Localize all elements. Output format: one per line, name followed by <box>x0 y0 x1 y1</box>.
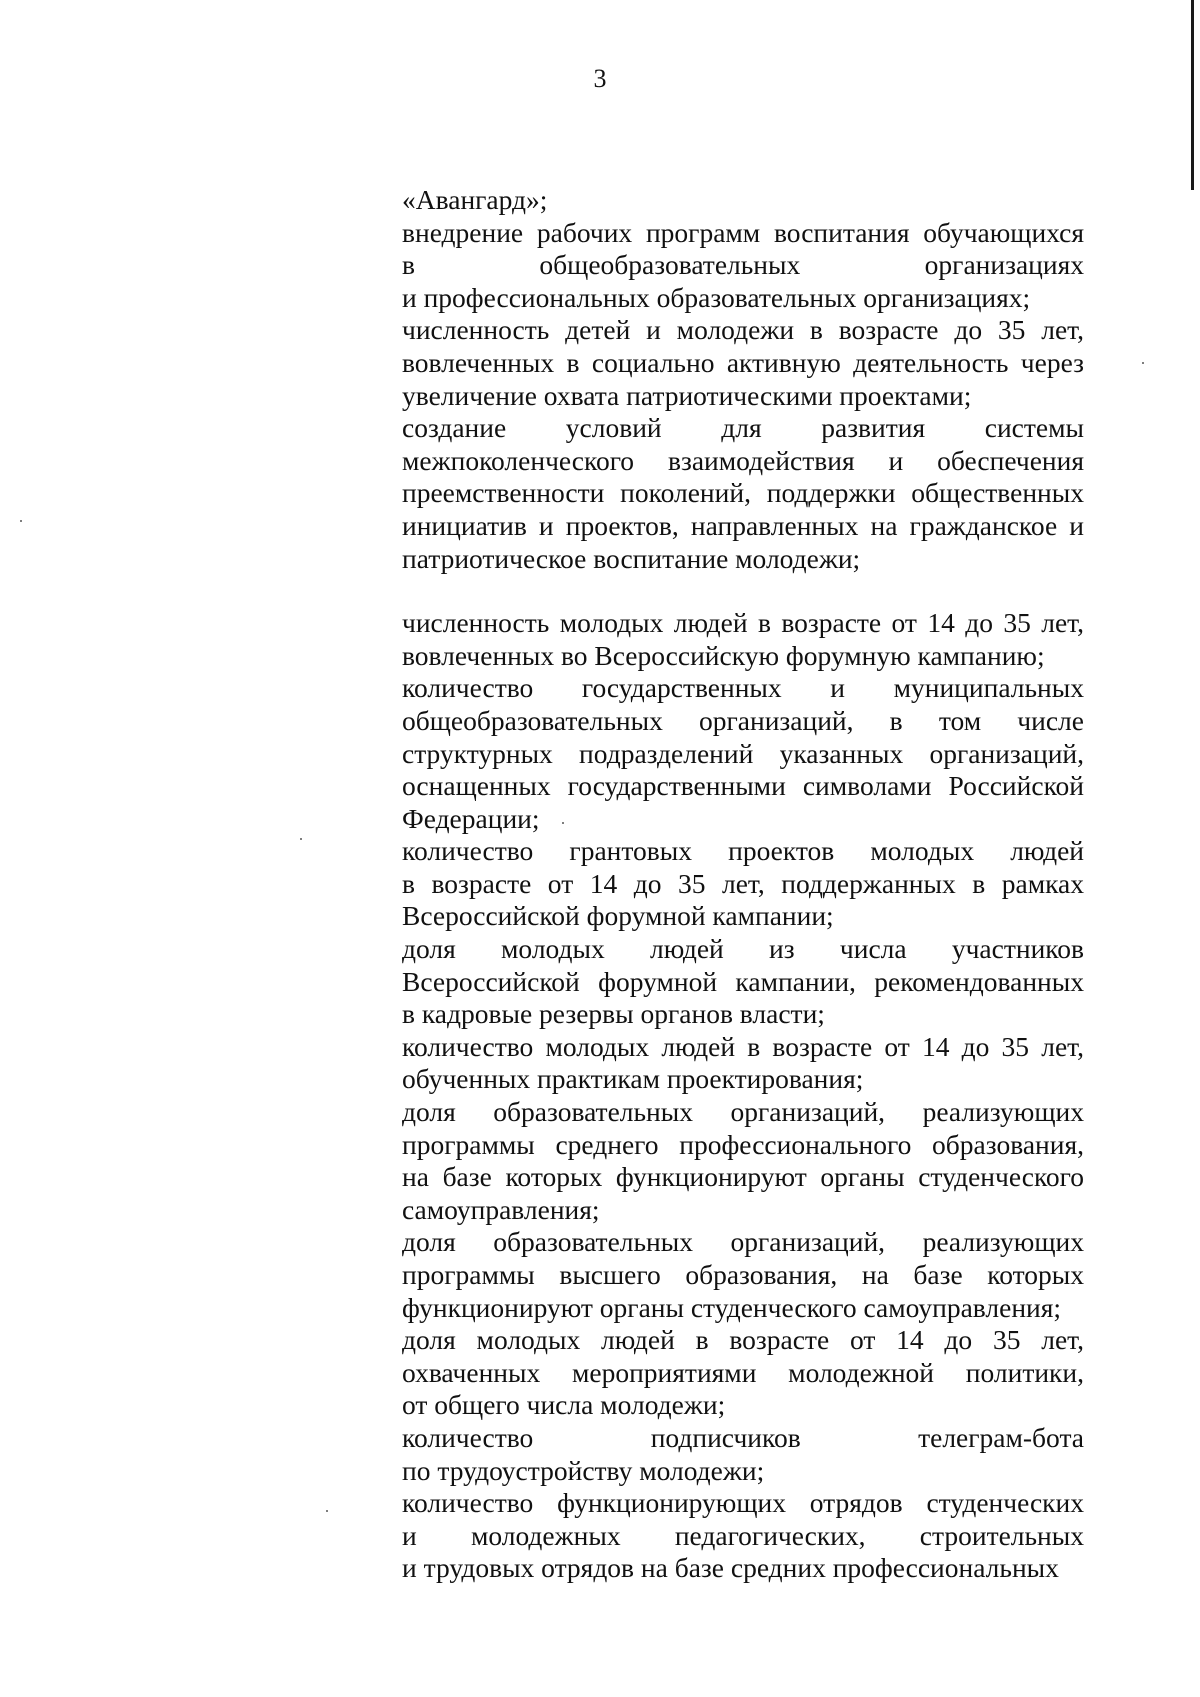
list-item <box>402 672 1084 835</box>
text-line: количество государственных и муниципальных <box>402 672 1084 704</box>
scan-speck <box>326 1510 328 1512</box>
text-line: доля образовательных организаций, реализующих <box>402 1096 1084 1128</box>
text-line: по трудоустройству молодежи; <box>402 1454 765 1486</box>
list-item <box>402 835 1084 933</box>
paragraph-gap <box>402 575 1084 607</box>
scan-speck <box>1142 362 1144 364</box>
scan-speck <box>300 838 302 840</box>
text-line: общеобразовательных организаций, в том числе <box>402 704 1084 736</box>
scan-edge-mark <box>1191 0 1194 190</box>
text-line: количество молодых людей в возрасте от 14 до 35 лет, <box>402 1030 1084 1062</box>
text-line: количество грантовых проектов молодых людей <box>402 835 1084 867</box>
text-line: в возрасте от 14 до 35 лет, поддержанных в рамках <box>402 867 1084 899</box>
text-line: вовлеченных в социально активную деятельность через <box>402 346 1084 378</box>
text-line: доля молодых людей из числа участников <box>402 933 1084 965</box>
text-line: инициатив и проектов, направленных на гражданское и <box>402 509 1084 541</box>
text-line: создание условий для развития системы <box>402 412 1084 444</box>
text-line: Федерации; <box>402 802 540 834</box>
text-line: программы среднего профессионального образования, <box>402 1128 1084 1160</box>
text-line: внедрение рабочих программ воспитания обучающихся <box>402 216 1084 248</box>
text-line: самоуправления; <box>402 1193 600 1225</box>
page-number: 3 <box>593 64 607 93</box>
text-line: численность детей и молодежи в возрасте до 35 лет, <box>402 314 1084 346</box>
text-line: количество подписчиков телеграм-бота <box>402 1421 1084 1453</box>
text-line: численность молодых людей в возрасте от 14 до 35 лет, <box>402 607 1084 639</box>
text-line: доля образовательных организаций, реализующих <box>402 1226 1084 1258</box>
text-line: и молодежных педагогических, строительных <box>402 1519 1084 1551</box>
document-body <box>402 184 1084 1585</box>
text-line: Всероссийской форумной кампании; <box>402 900 834 932</box>
text-line: от общего числа молодежи; <box>402 1389 726 1421</box>
text-line: в общеобразовательных организациях <box>402 249 1084 281</box>
text-line: функционируют органы студенческого самоуправления; <box>402 1291 1062 1323</box>
text-line: структурных подразделений указанных организаций, <box>402 737 1084 769</box>
text-line: межпоколенческого взаимодействия и обеспечения <box>402 444 1084 476</box>
text-line: обученных практикам проектирования; <box>402 1063 864 1095</box>
list-item <box>402 1422 1084 1487</box>
text-line: программы высшего образования, на базе которых <box>402 1259 1084 1290</box>
list-item <box>402 314 1084 412</box>
text-line: «Авангард»; <box>402 184 548 215</box>
text-line: увеличение охвата патриотическими проектами; <box>402 379 972 411</box>
text-line: оснащенных государственными символами Российской <box>402 770 1084 802</box>
list-item <box>402 1031 1084 1096</box>
text-line: патриотическое воспитание молодежи; <box>402 542 861 574</box>
text-line: доля молодых людей в возрасте от 14 до 35 лет, <box>402 1324 1084 1356</box>
text-line: вовлеченных во Всероссийскую форумную кампанию; <box>402 639 1045 671</box>
scan-speck <box>20 520 22 522</box>
text-line: на базе которых функционируют органы студенческого <box>402 1161 1084 1193</box>
list-item <box>402 184 1084 217</box>
text-line: преемственности поколений, поддержки общественных <box>402 477 1084 509</box>
list-item <box>402 1096 1084 1226</box>
list-item <box>402 607 1084 672</box>
text-line: охваченных мероприятиями молодежной политики, <box>402 1356 1084 1388</box>
text-line: количество функционирующих отрядов студенческих <box>402 1487 1084 1519</box>
text-line: в кадровые резервы органов власти; <box>402 998 825 1030</box>
list-item <box>402 1487 1084 1585</box>
text-line: и профессиональных образовательных организациях; <box>402 281 1031 313</box>
text-line: Всероссийской форумной кампании, рекомендованных <box>402 965 1084 997</box>
list-item <box>402 217 1084 315</box>
list-item <box>402 1324 1084 1422</box>
list-item <box>402 933 1084 1031</box>
text-line: и трудовых отрядов на базе средних профессиональных <box>402 1552 1059 1584</box>
list-item <box>402 412 1084 575</box>
list-item <box>402 1226 1084 1324</box>
